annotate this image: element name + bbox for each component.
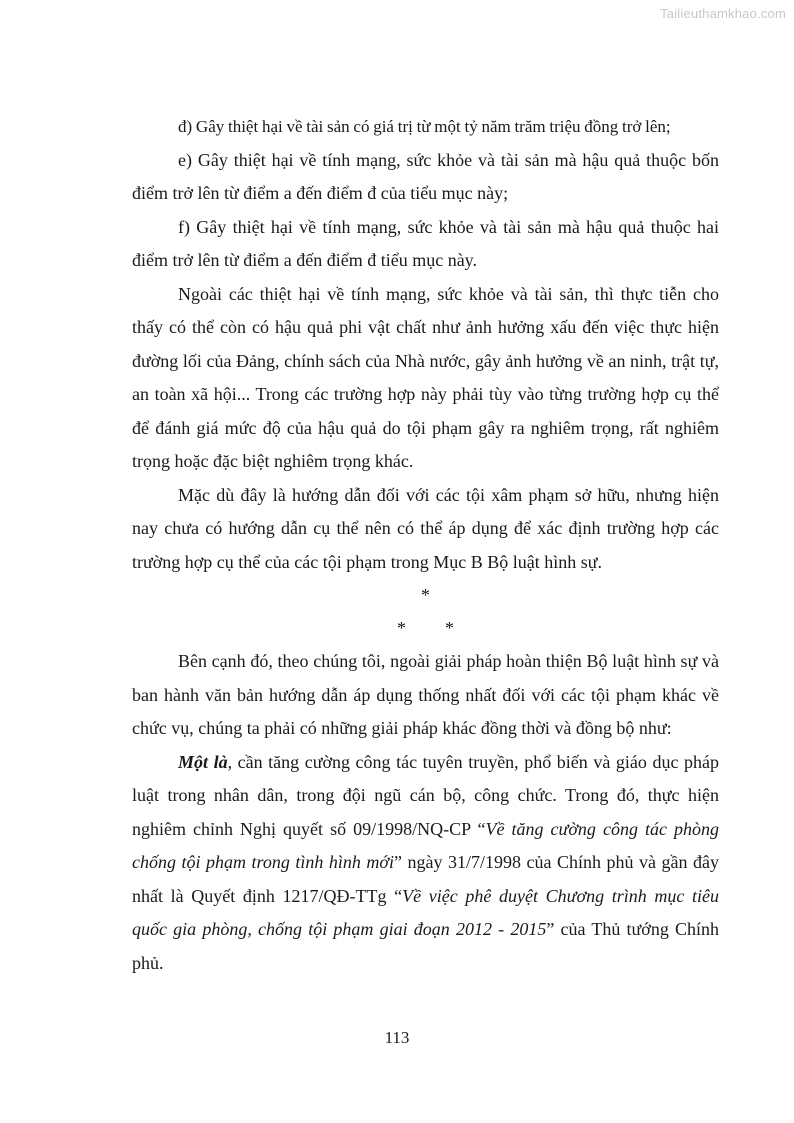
paragraph-additional-solutions: Bên cạnh đó, theo chúng tôi, ngoài giải pháp hoàn thiện Bộ luật hình sự và ban hành văn bản hướng dẫn áp dụng thống nhất đối với các tội phạm khác về chức vụ, chúng ta phải có những giải pháp khác đồng thời và đồng bộ như:: [132, 651, 719, 738]
document-body: [132, 110, 719, 980]
solution-one-text-3: ” của Thủ tướng Chính phủ.: [132, 919, 720, 973]
decision-title: Về việc phê duyệt Chương trình mục tiêu quốc gia phòng, chống tội phạm giai đoạn 2012 - 2015: [132, 885, 719, 939]
resolution-title: Về tăng cường công tác phòng chống tội phạm trong tình hình mới: [132, 818, 719, 872]
solution-one-lead: Một là: [178, 751, 228, 772]
section-separator-top: [132, 579, 719, 612]
paragraph-item-d: đ) Gây thiệt hại về tài sản có giá trị từ một tỷ năm trăm triệu đồng trở lên;: [178, 117, 671, 136]
paragraph-item-e: e) Gây thiệt hại về tính mạng, sức khỏe và tài sản mà hậu quả thuộc bốn điểm trở lên từ điểm a đến điểm đ của tiểu mục này;: [132, 149, 719, 203]
solution-one-text-1: , cần tăng cường công tác tuyên truyền, phổ biến và giáo dục pháp luật trong nhân dân, trong đội ngũ cán bộ, công chức. Trong đó, thực hiện nghiêm chỉnh Nghị quyết số 09/1998/NQ-CP “: [132, 751, 720, 839]
paragraph-item-f: f) Gây thiệt hại về tính mạng, sức khỏe và tài sản mà hậu quả thuộc hai điểm trở lên từ điểm a đến điểm đ tiểu mục này.: [132, 216, 719, 270]
paragraph-non-material-consequences: Ngoài các thiệt hại về tính mạng, sức khỏe và tài sản, thì thực tiễn cho thấy có thể còn có hậu quả phi vật chất như ảnh hưởng xấu đến việc thực hiện đường lối của Đảng, chính sách của Nhà nước, gây ảnh hưởng về an ninh, trật tự, an toàn xã hội... Trong các trường hợp này phải tùy vào từng trường hợp cụ thể để đánh giá mức độ của hậu quả do tội phạm gây ra nghiêm trọng, rất nghiêm trọng hoặc đặc biệt nghiêm trọng khác.: [132, 283, 719, 471]
solution-one-text-2: ” ngày 31/7/1998 của Chính phủ và gần đây nhất là Quyết định 1217/QĐ-TTg “: [132, 852, 720, 906]
section-separator-bottom: [132, 612, 719, 645]
watermark-text: Tailieuthamkhao.com: [660, 6, 786, 21]
separator-star: *: [397, 618, 406, 638]
separator-star: *: [445, 618, 454, 638]
separator-star: *: [421, 585, 430, 605]
page-number: 113: [384, 1028, 410, 1047]
paragraph-guidance-application: Mặc dù đây là hướng dẫn đối với các tội xâm phạm sở hữu, nhưng hiện nay chưa có hướng dẫn cụ thể nên có thể áp dụng để xác định trường hợp các trường hợp cụ thể của các tội phạm trong Mục B Bộ luật hình sự.: [132, 484, 719, 572]
paragraph-solution-one: [132, 746, 719, 981]
